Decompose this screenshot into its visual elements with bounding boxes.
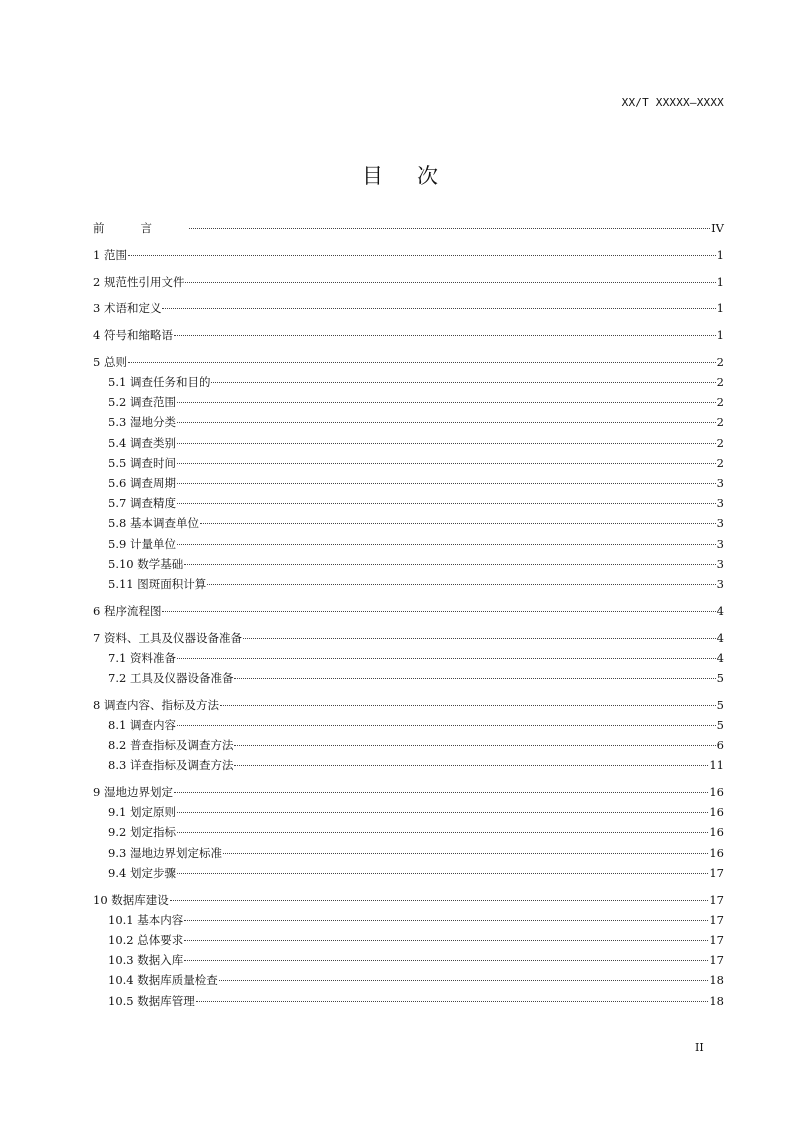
toc-leader-dots	[177, 402, 716, 403]
toc-entry[interactable]	[93, 845, 724, 865]
toc-entry-label: 5 总则	[93, 354, 127, 369]
toc-entry[interactable]	[93, 300, 724, 320]
toc-entry-label: 9.1 划定原则	[108, 805, 176, 820]
toc-entry-label: 8 调查内容、指标及方法	[93, 697, 219, 712]
toc-entry-page: 4	[716, 603, 724, 618]
toc-entry-label: 9.2 划定指标	[108, 825, 176, 840]
toc-entry-page: 5	[716, 717, 724, 732]
document-code: XX/T XXXXX—XXXX	[621, 96, 724, 109]
toc-leader-dots	[243, 638, 716, 639]
toc-entry-label: 10.2 总体要求	[108, 932, 184, 947]
toc-leader-dots	[177, 812, 708, 813]
toc-entry[interactable]	[93, 495, 724, 515]
toc-leader-dots	[200, 523, 716, 524]
toc-entry-page: 5	[716, 697, 724, 712]
toc-entry-page: 3	[716, 496, 724, 511]
toc-entry-page: 17	[709, 953, 724, 968]
toc-entry-label: 5.2 调查范围	[108, 395, 176, 410]
toc-entry[interactable]	[93, 892, 724, 912]
toc-leader-dots	[223, 853, 708, 854]
toc-entry-page: 4	[716, 630, 724, 645]
toc-entry-label: 7.1 资料准备	[108, 650, 176, 665]
toc-entry[interactable]	[93, 515, 724, 535]
toc-leader-dots	[174, 335, 716, 336]
toc-leader-dots	[177, 873, 708, 874]
toc-leader-dots	[184, 960, 708, 961]
toc-entry[interactable]	[93, 247, 724, 267]
toc-entry-page: 4	[716, 650, 724, 665]
toc-entry-page: 1	[716, 301, 724, 316]
toc-entry-page: 16	[709, 785, 724, 800]
toc-entry-label: 5.9 计量单位	[108, 536, 176, 551]
toc-entry-page: 17	[709, 892, 724, 907]
toc-leader-dots	[177, 463, 716, 464]
toc-entry-label: 9.3 湿地边界划定标准	[108, 845, 222, 860]
toc-entry-page: 2	[716, 455, 724, 470]
toc-entry-label: 3 术语和定义	[93, 301, 162, 316]
toc-entry-page: 16	[709, 845, 724, 860]
toc-leader-dots	[128, 255, 716, 256]
toc-leader-dots	[177, 422, 716, 423]
toc-entry-page: IV	[711, 221, 724, 235]
toc-entry-label: 5.7 调查精度	[108, 496, 176, 511]
toc-leader-dots	[177, 483, 716, 484]
toc-leader-dots	[177, 443, 716, 444]
toc-leader-dots	[184, 564, 715, 565]
toc-entry[interactable]	[93, 394, 724, 414]
toc-entry-page: 3	[716, 536, 724, 551]
toc-entry-page: 3	[716, 576, 724, 591]
toc-entry-page: 11	[709, 758, 724, 773]
toc-leader-dots	[211, 382, 715, 383]
toc-entry-page: 6	[716, 738, 724, 753]
toc-entry-label: 5.1 调查任务和目的	[108, 375, 211, 390]
toc-entry[interactable]	[93, 757, 724, 777]
toc-entry[interactable]	[93, 455, 724, 475]
toc-leader-dots	[189, 228, 710, 229]
toc-entry-label: 5.11 图斑面积计算	[108, 576, 207, 591]
toc-entry-page: 2	[716, 415, 724, 430]
toc-leader-dots	[128, 362, 716, 363]
toc-entry[interactable]	[93, 576, 724, 596]
toc-entry[interactable]	[93, 865, 724, 885]
toc-entry[interactable]	[93, 374, 724, 394]
toc-leader-dots	[234, 765, 708, 766]
page-title: 目次	[362, 164, 472, 188]
toc-entry-page: 2	[716, 435, 724, 450]
toc-entry[interactable]	[93, 556, 724, 576]
toc-entry-label: 10.5 数据库管理	[108, 993, 195, 1008]
toc-entry[interactable]	[93, 670, 724, 690]
toc-leader-dots	[177, 725, 716, 726]
toc-entry-label: 10 数据库建设	[93, 892, 169, 907]
toc-entry[interactable]	[93, 414, 724, 434]
toc-entry[interactable]	[93, 220, 724, 240]
toc-leader-dots	[184, 940, 708, 941]
toc-entry-label: 7 资料、工具及仪器设备准备	[93, 630, 242, 645]
toc-entry-label: 10.1 基本内容	[108, 912, 184, 927]
toc-leader-dots	[174, 792, 708, 793]
toc-leader-dots	[196, 1001, 709, 1002]
toc-entry-page: 17	[709, 912, 724, 927]
page-number: II	[695, 1041, 704, 1054]
toc-entry-page: 1	[716, 274, 724, 289]
toc-entry[interactable]	[93, 804, 724, 824]
toc-entry-page: 1	[716, 247, 724, 262]
toc-entry-page: 16	[709, 805, 724, 820]
toc-entry-label: 8.2 普查指标及调查方法	[108, 738, 234, 753]
toc-leader-dots	[177, 503, 716, 504]
toc-entry-label: 5.6 调查周期	[108, 476, 176, 491]
toc-entry-label: 8.1 调查内容	[108, 717, 176, 732]
toc-leader-dots	[177, 832, 708, 833]
toc-leader-dots	[177, 544, 716, 545]
toc-entry[interactable]	[93, 824, 724, 844]
toc-entry-page: 18	[709, 973, 724, 988]
toc-entry[interactable]	[93, 536, 724, 556]
toc-entry-page: 16	[709, 825, 724, 840]
toc-entry[interactable]	[93, 912, 724, 932]
toc-leader-dots	[184, 920, 708, 921]
toc-leader-dots	[162, 308, 715, 309]
toc-entry-label: 10.3 数据入库	[108, 953, 184, 968]
toc-leader-dots	[234, 745, 715, 746]
toc-entry-page: 1	[716, 328, 724, 343]
toc-leader-dots	[177, 658, 716, 659]
toc-entry-label: 8.3 详查指标及调查方法	[108, 758, 234, 773]
toc-entry-label: 1 范围	[93, 247, 127, 262]
toc-entry-label: 5.10 数学基础	[108, 556, 184, 571]
toc-entry-page: 18	[709, 993, 724, 1008]
toc-entry[interactable]	[93, 354, 724, 374]
toc-entry-page: 3	[716, 476, 724, 491]
toc-leader-dots	[207, 584, 715, 585]
toc-entry-label: 5.3 湿地分类	[108, 415, 176, 430]
toc-entry-label: 7.2 工具及仪器设备准备	[108, 670, 234, 685]
toc-entry-label: 5.8 基本调查单位	[108, 516, 199, 531]
toc-entry[interactable]	[93, 650, 724, 670]
toc-entry[interactable]	[93, 717, 724, 737]
toc-entry-page: 2	[716, 375, 724, 390]
toc-entry[interactable]	[93, 932, 724, 952]
toc-entry[interactable]	[93, 952, 724, 972]
toc-leader-dots	[219, 980, 709, 981]
toc-entry[interactable]	[93, 993, 724, 1013]
toc-entry[interactable]	[93, 603, 724, 623]
toc-entry[interactable]	[93, 972, 724, 992]
toc-entry-label: 5.5 调查时间	[108, 455, 176, 470]
toc-entry[interactable]	[93, 435, 724, 455]
toc-leader-dots	[234, 678, 715, 679]
toc-entry[interactable]	[93, 784, 724, 804]
toc-entry-page: 3	[716, 516, 724, 531]
toc-entry-label: 2 规范性引用文件	[93, 274, 185, 289]
toc-leader-dots	[185, 282, 715, 283]
toc-entry-page: 17	[709, 865, 724, 880]
toc-entry-page: 2	[716, 354, 724, 369]
toc-entry-page: 3	[716, 556, 724, 571]
toc-entry-label: 6 程序流程图	[93, 603, 162, 618]
toc-entry[interactable]	[93, 274, 724, 294]
toc-entry-label: 10.4 数据库质量检查	[108, 973, 218, 988]
toc-entry-label: 5.4 调查类别	[108, 435, 176, 450]
toc-entry-page: 5	[716, 670, 724, 685]
toc-entry[interactable]	[93, 697, 724, 717]
toc-entry-label: 4 符号和缩略语	[93, 328, 173, 343]
toc-entry-page: 17	[709, 932, 724, 947]
toc-entry[interactable]	[93, 630, 724, 650]
toc-leader-dots	[170, 900, 709, 901]
toc-entry-label: 前言	[93, 221, 188, 235]
table-of-contents	[93, 220, 724, 1013]
toc-entry-label: 9 湿地边界划定	[93, 785, 173, 800]
toc-entry[interactable]	[93, 475, 724, 495]
toc-entry[interactable]	[93, 327, 724, 347]
toc-leader-dots	[162, 611, 715, 612]
toc-entry-label: 9.4 划定步骤	[108, 865, 176, 880]
toc-entry[interactable]	[93, 737, 724, 757]
toc-entry-page: 2	[716, 395, 724, 410]
toc-leader-dots	[220, 705, 716, 706]
